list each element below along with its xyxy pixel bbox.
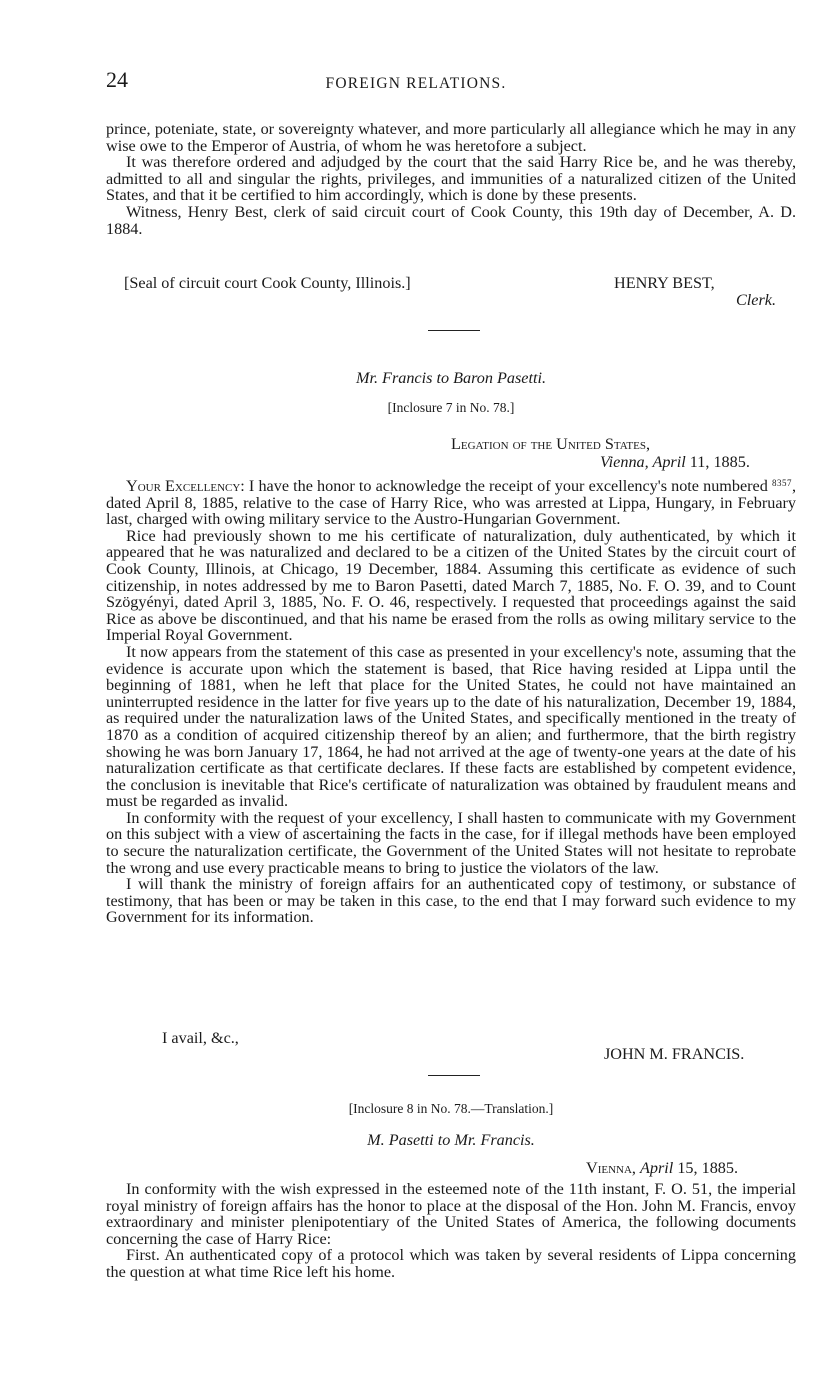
letter-date xyxy=(586,1160,738,1177)
seal-note: [Seal of circuit court Cook County, Illinois.] xyxy=(124,274,411,292)
clerk-title: Clerk. xyxy=(736,291,777,309)
paragraph: It now appears from the statement of this case as presented in your excellency's note, assuming that the evidence is accurate upon which the statement is based, that Rice having resided at Lippa until the beginning of 1881, when he left that place for the United States, he could not have maintained an uninterrupted residence in the latter for five years up to the date of his naturalization, December 19, 1884, as required under the naturalization laws of the United States, and specifically mentioned in the treaty of 1870 as a condition of acquired citizenship thereof by an alien; and furthermore, that the birth registry showing he was born January 17, 1864, he had not arrived at the age of twenty-one years at the date of his naturalization certificate as that certificate declares. If these facts are established by competent evidence, the conclusion is inevitable that Rice's certificate of naturalization was obtained by fraudulent means and must be regarded as invalid. xyxy=(106,642,796,811)
inclosure-label: [Inclosure 7 in No. 78.] xyxy=(387,400,515,415)
page-number: 24 xyxy=(106,67,128,92)
paragraph: Your Excellency: I have the honor to acknowledge the receipt of your excellency's note numbered $^{8357}$, dated April 8, 1885, relative to the case of Harry Rice, who was arrested at Lippa, Hungary, in February last, charged with owing military service to the Austro-Hungarian Government. xyxy=(106,477,796,529)
date-day-year: 11, 1885. xyxy=(685,453,750,471)
inclosure-label: [Inclosure 8 in No. 78.—Translation.] xyxy=(348,1101,554,1116)
paragraph: prince, poteniate, state, or sovereignty whatever, and more particularly all allegiance which he may in any wise owe to the Emperor of Austria, of whom he was heretofore a subject. xyxy=(106,120,796,155)
letter-title: Mr. Francis to Baron Pasetti. xyxy=(355,369,547,387)
paragraph: I will thank the ministry of foreign affairs for an authenticated copy of testimony, or substance of testimony, that has been or may be taken in this case, to the end that I may forward such evidence to my Government for its information. xyxy=(106,875,796,927)
clerk-signature: HENRY BEST, xyxy=(614,274,715,292)
date-day-year: 15, 1885. xyxy=(673,1159,739,1177)
paragraph: Rice had previously shown to me his certificate of naturalization, duly authenticated, by which it appeared that he was naturalized and declared to be a citizen of the United States by the circuit court of Cook County, Illinois, at Chicago, 19 December, 1884. Assuming this certificate as evidence of such citizenship, in notes addressed by me to Baron Pasetti, dated March 7, 1885, No. F. O. 39, and to Count Szögyényi, dated April 3, 1885, No. F. O. 46, respectively. I requested that proceedings against the said Rice as above be discontinued, and that his name be erased from the rolls as owing military service to the Imperial Royal Government. xyxy=(106,526,796,645)
paragraph: In conformity with the wish expressed in the esteemed note of the 11th instant, F. O. 51, the imperial royal ministry of foreign affairs has the honor to place at the disposal of the Hon. John M. Francis, envoy extraordinary and minister plenipotentiary of the United States of America, the following documents concerning the case of Harry Rice: xyxy=(106,1180,796,1248)
note-number: 8357 xyxy=(771,478,792,488)
letter-body xyxy=(106,1181,796,1281)
section-divider xyxy=(428,1075,480,1076)
date-city: Vienna, April xyxy=(600,453,686,471)
letter-body xyxy=(106,475,796,926)
running-head: FOREIGN RELATIONS. xyxy=(325,75,507,92)
letter-closing: I avail, &c., xyxy=(162,1029,239,1047)
paragraph: It was therefore ordered and adjudged by the court that the said Harry Rice be, and he was thereby, admitted to all and singular the rights, privileges, and immunities of a naturalized citizen of the United States, and that it be certified to him accordingly, which is done by these presents. xyxy=(106,153,796,205)
letter-date xyxy=(600,454,750,471)
date-month: April xyxy=(640,1159,674,1177)
section-divider xyxy=(428,330,480,331)
paragraph: First. An authenticated copy of a protocol which was taken by several residents of Lippa concerning the question at what time Rice left his home. xyxy=(106,1246,796,1281)
letter-heading-place: Legation of the United States, xyxy=(451,435,651,453)
certificate-continuation xyxy=(106,121,796,237)
paragraph: Witness, Henry Best, clerk of said circuit court of Cook County, this 19th day of December, A. D. 1884. xyxy=(106,202,796,238)
paragraph: In conformity with the request of your excellency, I shall hasten to communicate with my Government on this subject with a view of ascertaining the facts in the case, for if illegal methods have been employed to secure the naturalization certificate, the Government of the United States will not hesitate to reprobate the wrong and use every practicable means to bring to justice the violators of the law. xyxy=(106,808,796,877)
page-header xyxy=(0,67,832,96)
date-city: Vienna, xyxy=(586,1159,640,1177)
salutation: Your Excellency: xyxy=(126,477,245,495)
francis-signature: JOHN M. FRANCIS. xyxy=(604,1045,745,1063)
letter-title: M. Pasetti to Mr. Francis. xyxy=(367,1131,535,1149)
